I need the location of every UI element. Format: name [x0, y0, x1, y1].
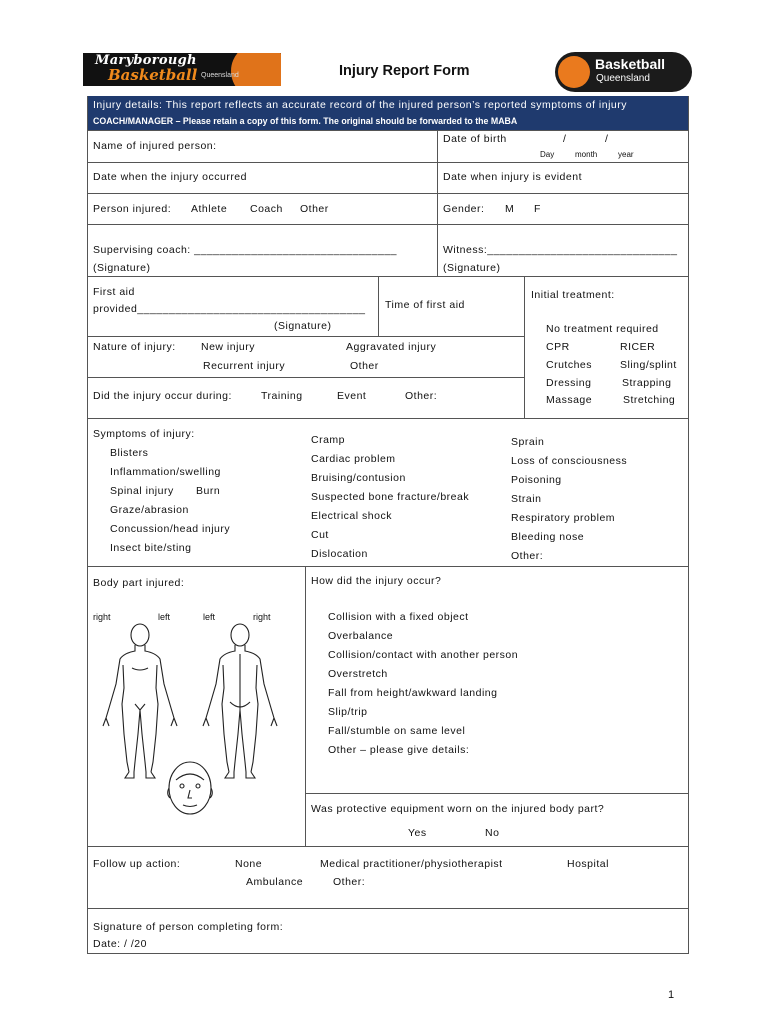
- followup-ambulance[interactable]: Ambulance: [246, 876, 304, 888]
- option-nature-other[interactable]: Other: [350, 360, 379, 372]
- coach-signature-label: (Signature): [93, 262, 151, 274]
- symptom-option[interactable]: Cramp: [311, 434, 346, 446]
- date-evident-label: Date when injury is evident: [443, 171, 582, 183]
- how-option[interactable]: Overstretch: [328, 668, 388, 680]
- protective-label: Was protective equipment worn on the injured body part?: [311, 803, 605, 815]
- followup-medical[interactable]: Medical practitioner/physiotherapist: [320, 858, 503, 870]
- dob-day: Day: [540, 150, 555, 159]
- header-line-2: COACH/MANAGER – Please retain a copy of this form. The original should be forwarded to the MABA: [93, 116, 518, 126]
- logo-text: Queensland: [596, 73, 650, 84]
- followup-other[interactable]: Other:: [333, 876, 366, 888]
- option-during-other[interactable]: Other:: [405, 390, 438, 402]
- gender-label: Gender:: [443, 203, 485, 215]
- option-other[interactable]: Other: [300, 203, 329, 215]
- gender-female[interactable]: F: [534, 203, 541, 215]
- orientation-label: right: [253, 612, 271, 622]
- orientation-label: right: [93, 612, 111, 622]
- symptom-option[interactable]: Burn: [196, 485, 221, 497]
- how-option[interactable]: Collision with a fixed object: [328, 611, 469, 623]
- symptom-option[interactable]: Graze/abrasion: [110, 504, 189, 516]
- during-label: Did the injury occur during:: [93, 390, 232, 402]
- name-label: Name of injured person:: [93, 140, 217, 152]
- head-diagram[interactable]: [165, 760, 215, 820]
- option-ricer[interactable]: RICER: [620, 341, 656, 353]
- symptom-option[interactable]: Cut: [311, 529, 329, 541]
- symptom-option[interactable]: Loss of consciousness: [511, 455, 628, 467]
- first-aid-provided-field[interactable]: provided____________________________________: [93, 303, 366, 315]
- symptom-option[interactable]: Cardiac problem: [311, 453, 396, 465]
- how-option[interactable]: Overbalance: [328, 630, 394, 642]
- how-option[interactable]: Fall/stumble on same level: [328, 725, 466, 737]
- symptom-option[interactable]: Other:: [511, 550, 544, 562]
- gender-male[interactable]: M: [505, 203, 515, 215]
- how-label: How did the injury occur?: [311, 575, 442, 587]
- option-recurrent-injury[interactable]: Recurrent injury: [203, 360, 286, 372]
- logo-text: Maryborough: [95, 53, 197, 68]
- basketball-icon: [558, 56, 590, 88]
- option-athlete[interactable]: Athlete: [191, 203, 228, 215]
- basketball-queensland-logo: [555, 52, 692, 92]
- nature-label: Nature of injury:: [93, 341, 176, 353]
- back-body-figure: [203, 624, 277, 778]
- signature-date[interactable]: Date: / /20: [93, 938, 147, 950]
- header-line-1: Injury details: This report reflects an accurate record of the injured person’s reported symptoms of injury: [93, 99, 628, 111]
- protective-yes[interactable]: Yes: [408, 827, 427, 839]
- date-occurred-label: Date when the injury occurred: [93, 171, 247, 183]
- option-dressing[interactable]: Dressing: [546, 377, 592, 389]
- logo-text: Basketball: [595, 56, 666, 72]
- orientation-label: left: [158, 612, 171, 622]
- symptom-option[interactable]: Concussion/head injury: [110, 523, 231, 535]
- option-cpr[interactable]: CPR: [546, 341, 570, 353]
- logo-text: Queensland: [201, 72, 239, 79]
- initial-treatment-label: Initial treatment:: [531, 289, 615, 301]
- symptom-option[interactable]: Electrical shock: [311, 510, 392, 522]
- logo-text: Basketball: [108, 66, 198, 84]
- how-option[interactable]: Fall from height/awkward landing: [328, 687, 498, 699]
- symptom-option[interactable]: Bleeding nose: [511, 531, 585, 543]
- symptom-option[interactable]: Poisoning: [511, 474, 562, 486]
- symptom-option[interactable]: Sprain: [511, 436, 545, 448]
- option-massage[interactable]: Massage: [546, 394, 593, 406]
- dob-label: Date of birth: [443, 133, 507, 145]
- symptom-option[interactable]: Blisters: [110, 447, 149, 459]
- symptom-option[interactable]: Bruising/contusion: [311, 472, 406, 484]
- dob-year: year: [618, 150, 634, 159]
- followup-label: Follow up action:: [93, 858, 181, 870]
- first-aid-signature-label: (Signature): [274, 320, 332, 332]
- page-title: Injury Report Form: [339, 63, 470, 79]
- witness-signature-label: (Signature): [443, 262, 501, 274]
- option-training[interactable]: Training: [261, 390, 303, 402]
- front-body-figure: [103, 624, 177, 778]
- option-sling-splint[interactable]: Sling/splint: [620, 359, 677, 371]
- followup-hospital[interactable]: Hospital: [567, 858, 609, 870]
- option-no-treatment[interactable]: No treatment required: [546, 323, 659, 335]
- option-stretching[interactable]: Stretching: [623, 394, 676, 406]
- how-option[interactable]: Slip/trip: [328, 706, 368, 718]
- option-new-injury[interactable]: New injury: [201, 341, 256, 353]
- dob-separator: /: [563, 133, 567, 145]
- face-figure: [168, 762, 213, 814]
- dob-month: month: [575, 150, 598, 159]
- orientation-label: left: [203, 612, 216, 622]
- followup-none[interactable]: None: [235, 858, 263, 870]
- person-injured-label: Person injured:: [93, 203, 172, 215]
- time-of-first-aid-label: Time of first aid: [385, 299, 465, 311]
- symptom-option[interactable]: Respiratory problem: [511, 512, 616, 524]
- how-option[interactable]: Collision/contact with another person: [328, 649, 519, 661]
- supervising-coach-field[interactable]: Supervising coach: ________________________________: [93, 244, 398, 256]
- symptoms-label: Symptoms of injury:: [93, 428, 195, 440]
- symptom-option[interactable]: Dislocation: [311, 548, 368, 560]
- protective-no[interactable]: No: [485, 827, 500, 839]
- option-coach[interactable]: Coach: [250, 203, 283, 215]
- symptom-option[interactable]: Strain: [511, 493, 542, 505]
- how-option[interactable]: Other – please give details:: [328, 744, 470, 756]
- option-strapping[interactable]: Strapping: [622, 377, 672, 389]
- option-crutches[interactable]: Crutches: [546, 359, 593, 371]
- first-aid-label: First aid: [93, 286, 135, 298]
- symptom-option[interactable]: Insect bite/sting: [110, 542, 192, 554]
- signature-label: Signature of person completing form:: [93, 921, 284, 933]
- symptom-option[interactable]: Inflammation/swelling: [110, 466, 221, 478]
- maryborough-basketball-logo: [83, 53, 281, 86]
- page-number: 1: [668, 989, 675, 1001]
- dob-separator: /: [605, 133, 609, 145]
- symptom-option[interactable]: Spinal injury: [110, 485, 174, 497]
- body-part-label: Body part injured:: [93, 577, 185, 589]
- witness-field[interactable]: Witness:______________________________: [443, 244, 678, 256]
- symptom-option[interactable]: Suspected bone fracture/break: [311, 491, 470, 503]
- option-event[interactable]: Event: [337, 390, 367, 402]
- basketball-icon: [231, 53, 281, 86]
- option-aggravated-injury[interactable]: Aggravated injury: [346, 341, 437, 353]
